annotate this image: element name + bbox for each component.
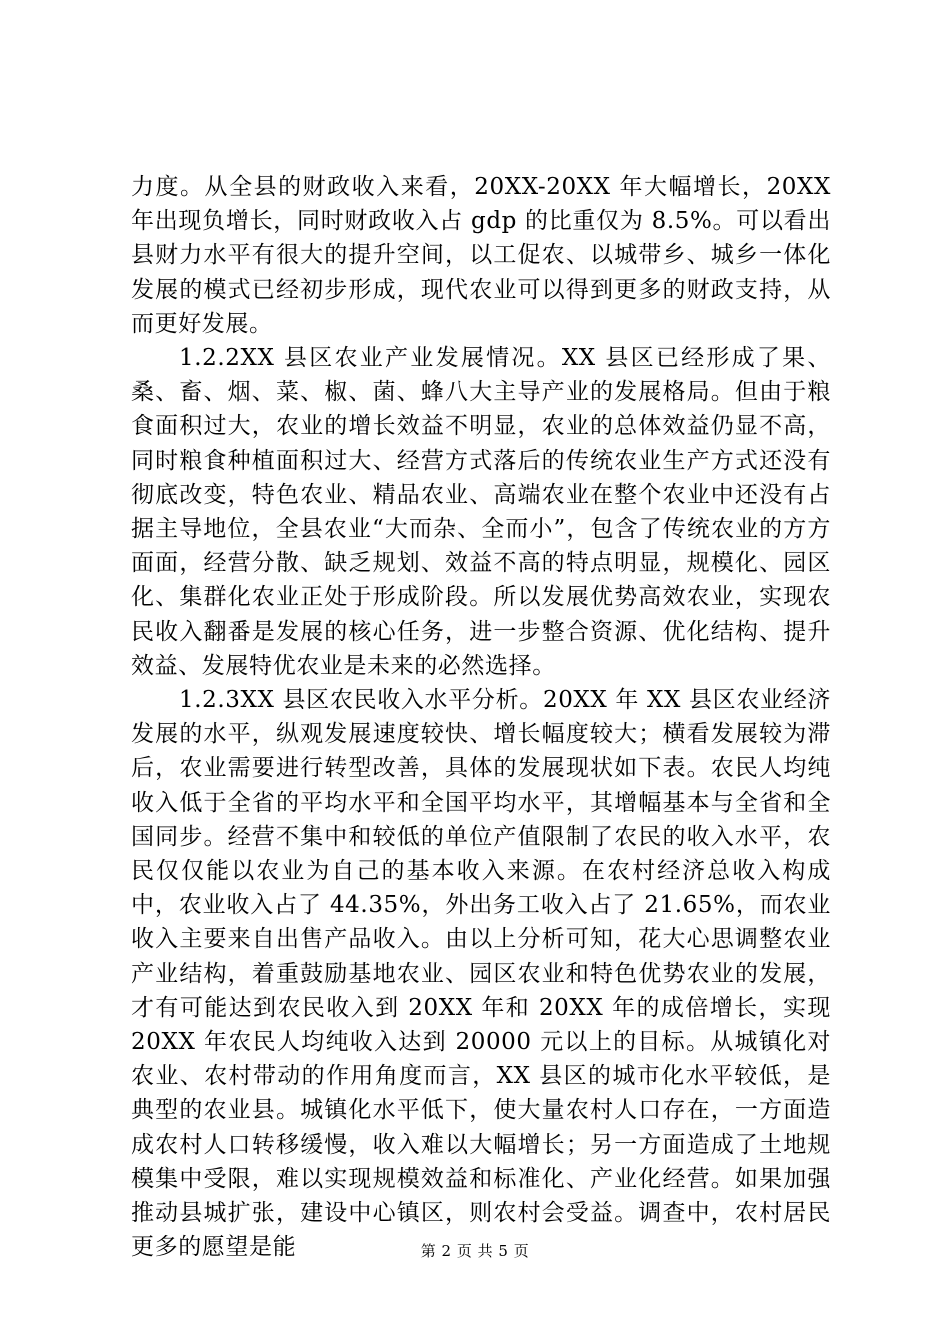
paragraph-fiscal-revenue: 力度。从全县的财政收入来看，20XX-20XX 年大幅增长，20XX 年出现负增长，同时财政收入占 gdp 的比重仅为 8.5%。可以看出县财力水平有很大的提升空间，以工促农、以城带乡、城乡一体化发展的模式已经初步形成，现代农业可以得到更多的财政支持，从而更好发展。 <box>131 174 831 337</box>
body-text <box>131 170 831 1265</box>
paragraph-farmer-income: 1.2.3XX 县区农民收入水平分析。20XX 年 XX 县区农业经济发展的水平，纵观发展速度较快、增长幅度较大；横看发展较为滞后，农业需要进行转型改善，具体的发展现状如下表。农民人均纯收入低于全省的平均水平和全国平均水平，其增幅基本与全省和全国同步。经营不集中和较低的单位产值限制了农民的收入水平，农民仅仅能以农业为自己的基本收入来源。在农村经济总收入构成中，农业收入占了 44.35%，外出务工收入占了 21.65%，而农业收入主要来自出售产品收入。由以上分析可知，花大心思调整农业产业结构，着重鼓励基地农业、园区农业和特色优势农业的发展，才有可能达到农民收入到 20XX 年和 20XX 年的成倍增长，实现 20XX 年农民人均纯收入达到 20000 元以上的目标。从城镇化对农业、农村带动的作用角度而言，XX 县区的城市化水平较低，是典型的农业县。城镇化水平低下，使大量农村人口存在，一方面造成农村人口转移缓慢，收入难以大幅增长；另一方面造成了土地规模集中受限，难以实现规模效益和标准化、产业化经营。如果加强推动县城扩张，建设中心镇区，则农村会受益。调查中，农村居民更多的愿望是能 <box>131 687 831 1261</box>
page-number-footer: 第 2 页 共 5 页 <box>420 1242 530 1260</box>
paragraph-agriculture-industry: 1.2.2XX 县区农业产业发展情况。XX 县区已经形成了果、桑、畜、烟、菜、椒、菌、蜂八大主导产业的发展格局。但由于粮食面积过大，农业的增长效益不明显，农业的总体效益仍显不高，同时粮食种植面积过大、经营方式落后的传统农业生产方式还没有彻底改变，特色农业、精品农业、高端农业在整个农业中还没有占据主导地位，全县农业“大而杂、全而小”，包含了传统农业的方方面面，经营分散、缺乏规划、效益不高的特点明显，规模化、园区化、集群化农业正处于形成阶段。所以发展优势高效农业，实现农民收入翻番是发展的核心任务，进一步整合资源、优化结构、提升效益、发展特优农业是未来的必然选择。 <box>131 345 831 679</box>
